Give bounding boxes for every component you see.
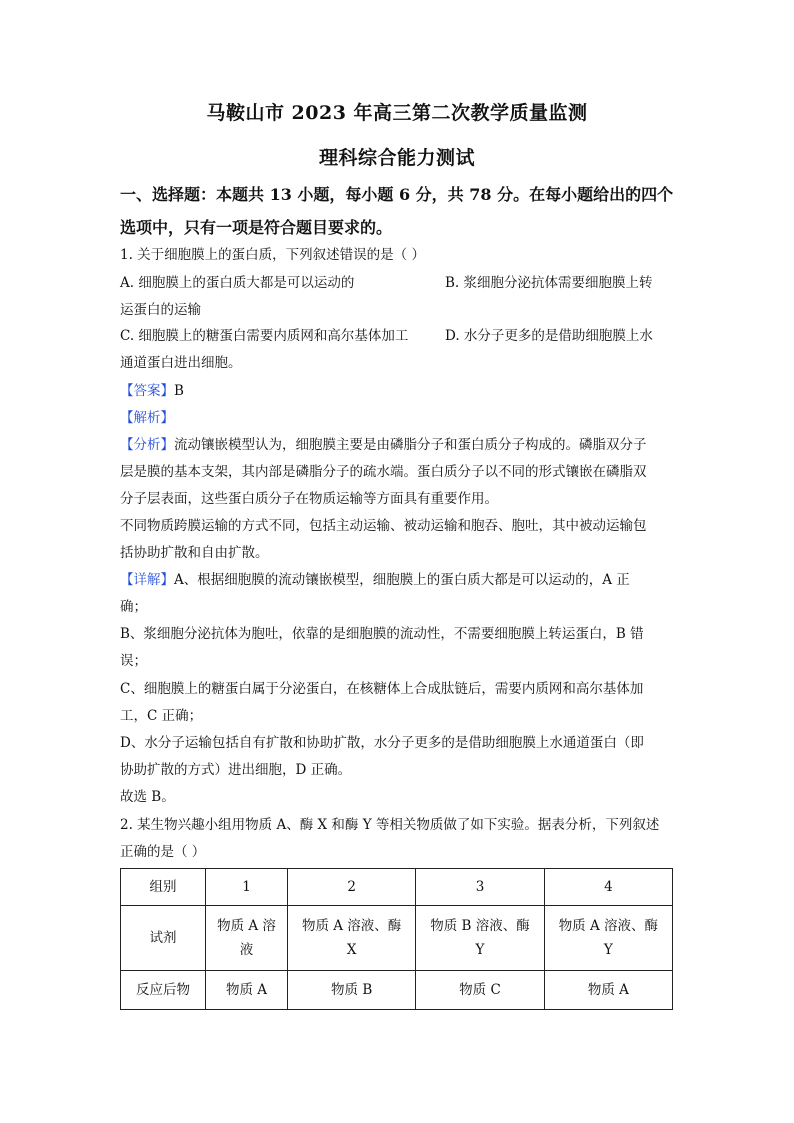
- answer-line: [120, 379, 184, 399]
- table-row: [121, 906, 673, 971]
- experiment-table: [120, 868, 673, 1010]
- analysis-tag: 【解析】: [120, 410, 174, 426]
- table-cell: 物质 A: [544, 971, 672, 1010]
- xiangjie-line-c2: 工，C 正确；: [120, 708, 203, 724]
- table-row-label: 试剂: [121, 906, 206, 971]
- table-header-cell: 组别: [121, 869, 206, 906]
- exam-title: 马鞍山市 2023 年高三第二次教学质量监测: [206, 102, 588, 124]
- table-row: [121, 869, 673, 906]
- fenxi-line-1: [120, 433, 647, 453]
- xiangjie-line-a: [120, 568, 630, 588]
- table-header-cell: 2: [288, 869, 416, 906]
- cell-line: 物质 B 溶液、酶: [430, 918, 530, 934]
- cell-line: 液: [239, 942, 254, 958]
- table-row-label: 反应后物: [121, 971, 206, 1010]
- q2-stem: 2. 某生物兴趣小组用物质 A、酶 X 和酶 Y 等相关物质做了如下实验。据表分析，下列叙述: [120, 817, 660, 833]
- fenxi-tag: 【分析】: [120, 437, 174, 453]
- fenxi-line-3: 分子层表面，这些蛋白质分子在物质运输等方面具有重要作用。: [120, 491, 498, 507]
- section-heading: 一、选择题：本题共 13 小题，每小题 6 分，共 78 分。在每小题给出的四个选项中，只有一项是符合题目要求的。: [120, 185, 674, 237]
- table-cell: 物质 A: [206, 971, 288, 1010]
- answer-value: B: [174, 383, 184, 399]
- cell-line: 物质 A 溶: [217, 918, 276, 934]
- cell-line: 物质 A 溶液、酶: [301, 918, 402, 934]
- cell-line: 物质 A 溶液、酶: [558, 918, 659, 934]
- xiangjie-line-b2: 误；: [120, 653, 147, 669]
- table-cell: [544, 906, 672, 971]
- xiangjie-tag: 【详解】: [120, 572, 174, 588]
- fenxi-line-2: 层是膜的基本支架，其内部是磷脂分子的疏水端。蛋白质分子以不同的形式镶嵌在磷脂双: [120, 464, 647, 480]
- q2-stem-cont: 正确的是（ ）: [120, 844, 206, 860]
- q1-option-d: D. 水分子更多的是借助细胞膜上水: [445, 328, 653, 344]
- q1-option-b: B. 浆细胞分泌抗体需要细胞膜上转: [445, 275, 653, 291]
- exam-subtitle: 理科综合能力测试: [318, 147, 475, 169]
- xiangjie-line-d2: 协助扩散的方式）进出细胞，D 正确。: [120, 762, 352, 778]
- q1-stem: 1. 关于细胞膜上的蛋白质，下列叙述错误的是（ ）: [120, 247, 425, 263]
- fenxi-line-5: 括协助扩散和自由扩散。: [120, 545, 269, 561]
- q1-option-d-cont: 通道蛋白进出细胞。: [120, 355, 242, 371]
- q1-option-b-cont: 运蛋白的运输: [120, 302, 201, 318]
- answer-tag: 【答案】: [120, 383, 174, 399]
- xiangjie-line-a2: 确；: [120, 599, 147, 615]
- table-cell: [206, 906, 288, 971]
- cell-line: X: [346, 942, 357, 958]
- table-header-cell: 3: [416, 869, 544, 906]
- xiangjie-line-b: B、浆细胞分泌抗体为胞吐，依靠的是细胞膜的流动性，不需要细胞膜上转运蛋白，B 错: [120, 626, 644, 642]
- q1-option-a: A. 细胞膜上的蛋白质大都是可以运动的: [120, 275, 355, 291]
- table-cell: [288, 906, 416, 971]
- fenxi-text-1: 流动镶嵌模型认为，细胞膜主要是由磷脂分子和蛋白质分子构成的。磷脂双分子: [174, 437, 647, 453]
- table-row: [121, 971, 673, 1010]
- table-header-cell: 1: [206, 869, 288, 906]
- q1-option-c: C. 细胞膜上的糖蛋白需要内质网和高尔基体加工: [120, 328, 409, 344]
- table-cell: [416, 906, 544, 971]
- table-header-cell: 4: [544, 869, 672, 906]
- conclusion: 故选 B。: [120, 789, 175, 805]
- fenxi-line-4: 不同物质跨膜运输的方式不同，包括主动运输、被动运输和胞吞、胞吐，其中被动运输包: [120, 518, 647, 534]
- cell-line: Y: [603, 942, 613, 958]
- table-cell: 物质 C: [416, 971, 544, 1010]
- table-cell: 物质 B: [288, 971, 416, 1010]
- cell-line: Y: [475, 942, 485, 958]
- xiangjie-line-c: C、细胞膜上的糖蛋白属于分泌蛋白，在核糖体上合成肽链后，需要内质网和高尔基体加: [120, 681, 644, 697]
- xiangjie-text-a: A、根据细胞膜的流动镶嵌模型，细胞膜上的蛋白质大都是可以运动的，A 正: [174, 572, 630, 588]
- xiangjie-line-d: D、水分子运输包括自有扩散和协助扩散，水分子更多的是借助细胞膜上水通道蛋白（即: [120, 735, 644, 751]
